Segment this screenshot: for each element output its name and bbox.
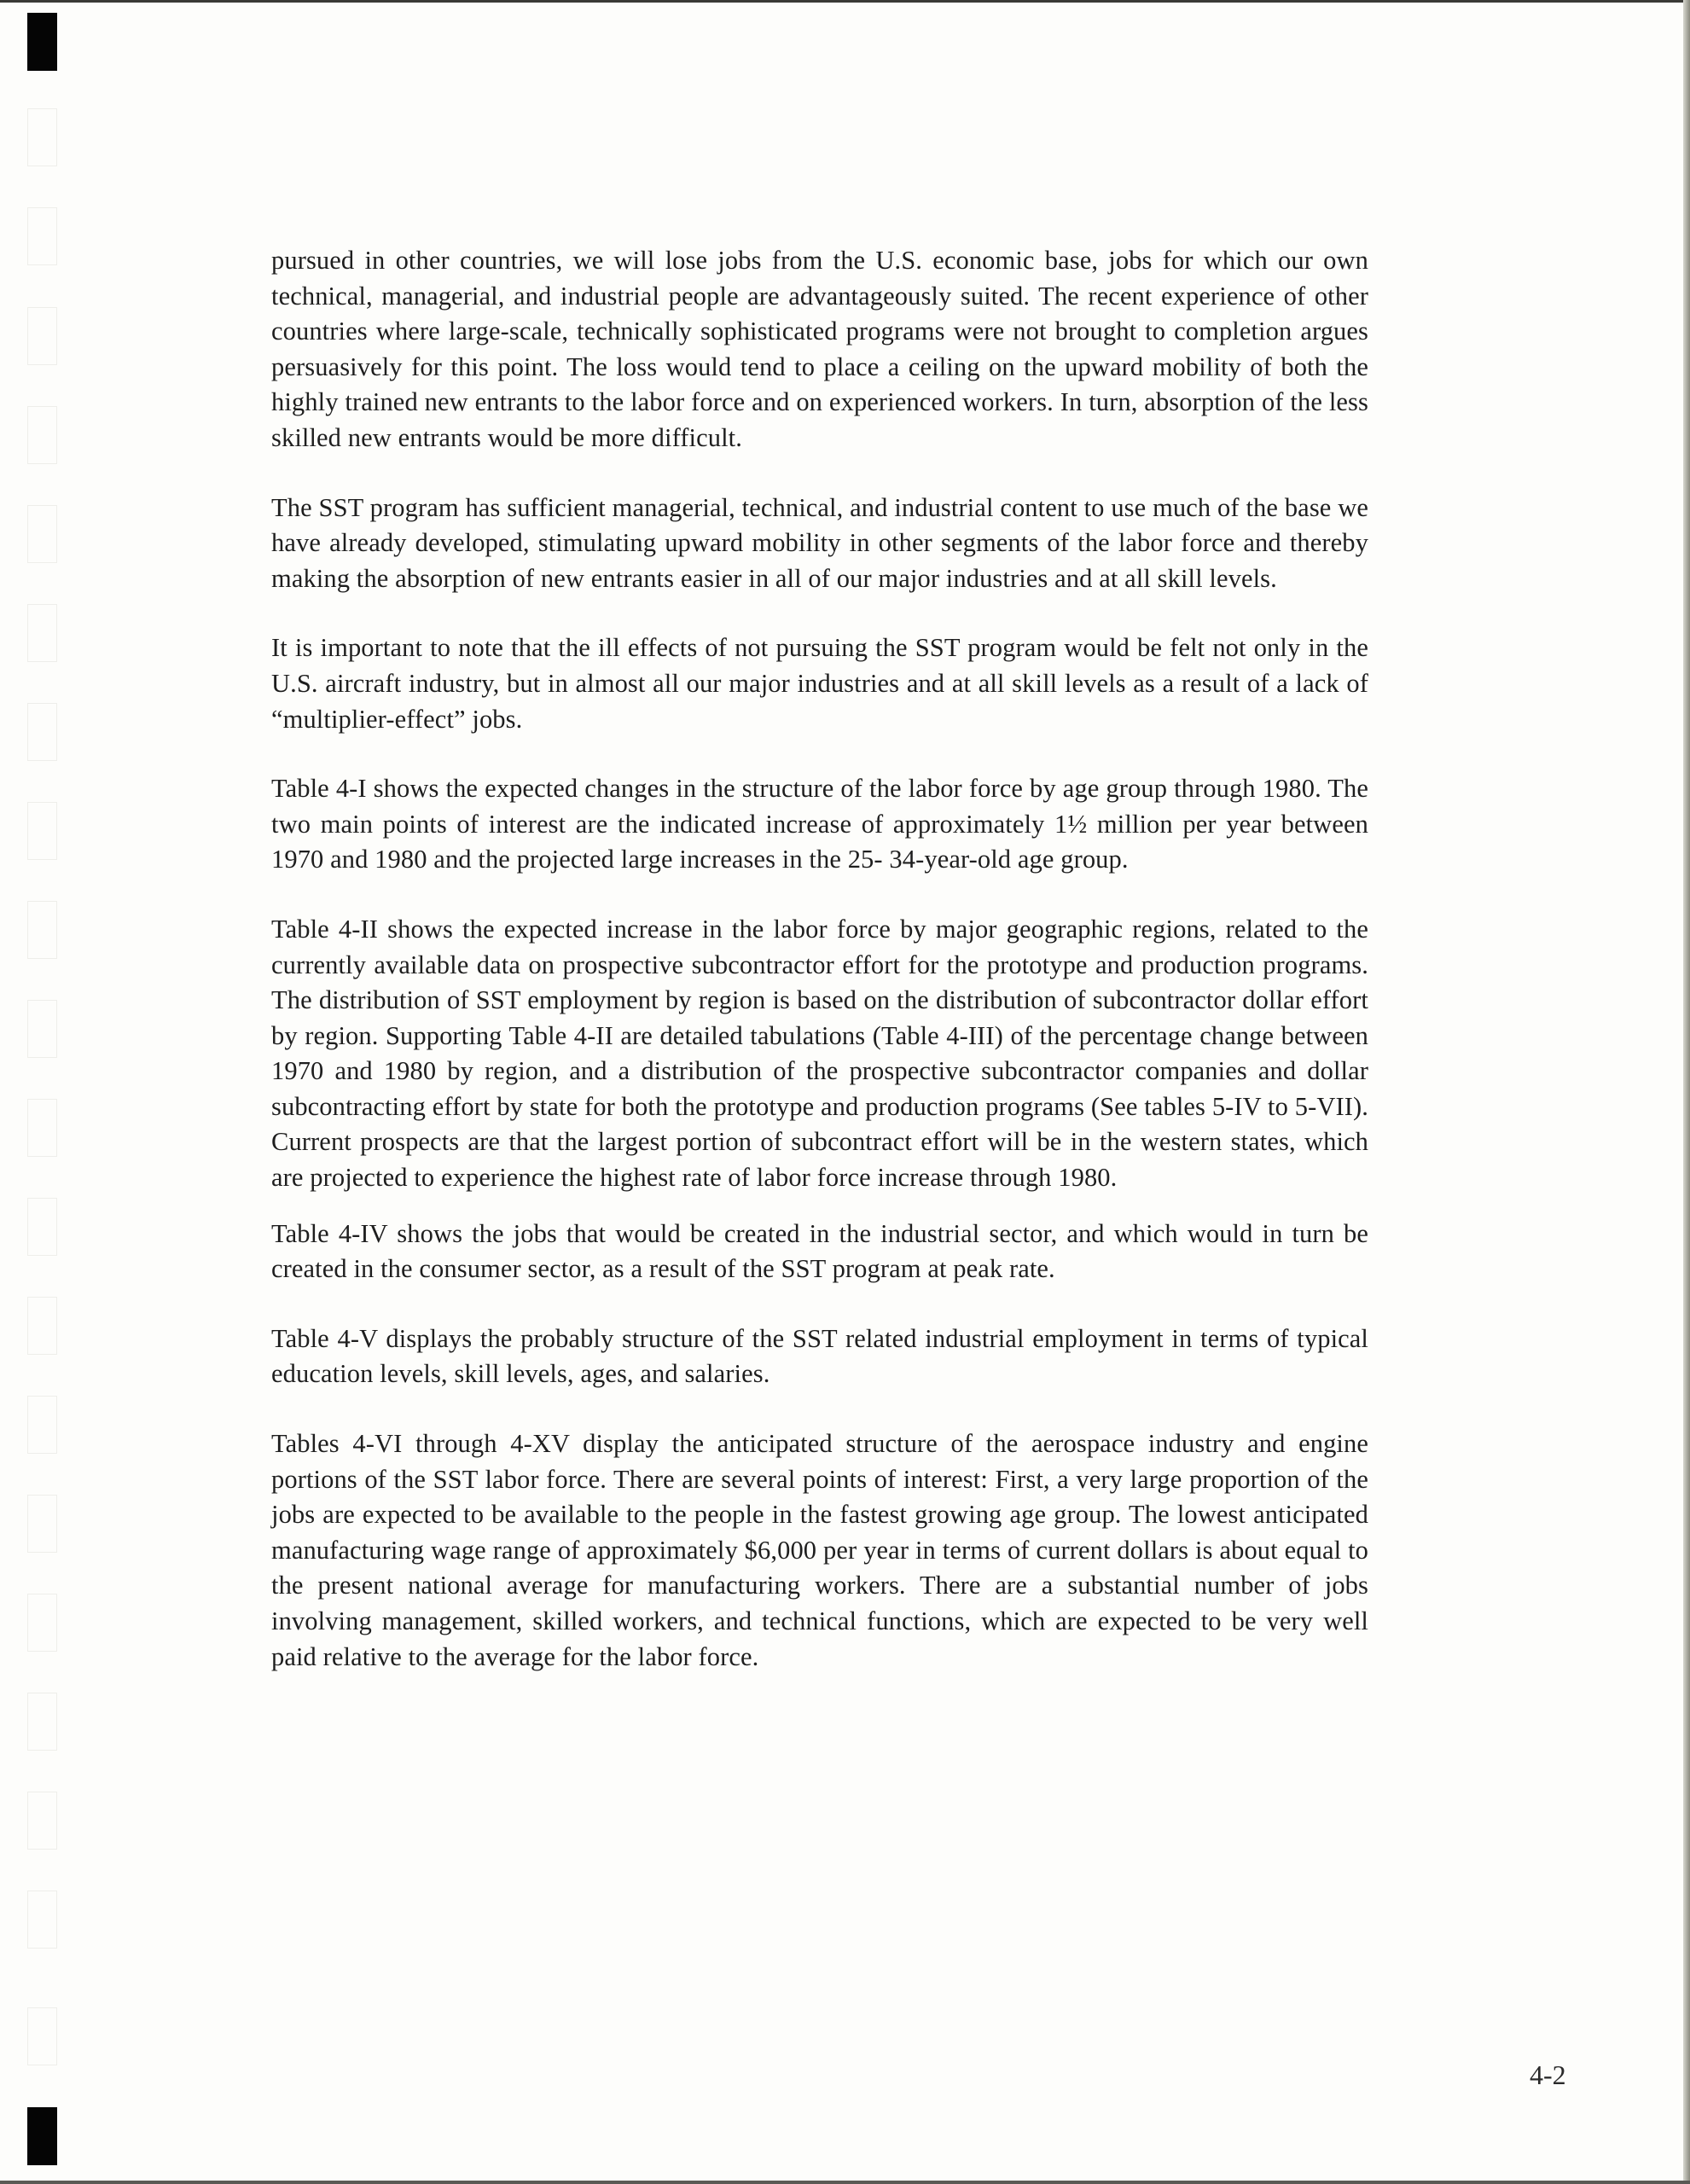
binding-mark-outline (27, 1396, 57, 1454)
paragraph-tables-4-vi-4-xv: Tables 4-VI through 4-XV display the anticipated structure of the aerospace industry and engine portions of the SST labor force. There are several points of interest: First, a very large proportion of the jobs are expected to be available to the people in the fastest growing age group. The lowest anticipated manufacturing wage range of approximately $6,000 per year in terms of current dollars is about equal to the present national average for manufacturing workers. There are a substantial number of jobs involving management, skilled workers, and technical functions, which are expected to be very well paid relative to the average for the labor force. (271, 1429, 1368, 1671)
paragraph-table-4-i: Table 4-I shows the expected changes in the structure of the labor force by age group through 1980. The two main points of interest are the indicated increase of approximately 1½ million per year between 1970 and 1980 and the projected large increases in the 25- 34-year-old age group. (271, 774, 1368, 874)
page-bottom-edge (0, 2181, 1690, 2184)
page-right-edge (1683, 0, 1690, 2184)
binding-mark-outline (27, 505, 57, 563)
binding-mark-outline (27, 1891, 57, 1949)
paragraph-table-4-v: Table 4-V displays the probably structure of the SST related industrial employment in terms of typical education levels, skill levels, ages, and salaries. (271, 1323, 1368, 1389)
binding-mark-outline (27, 703, 57, 761)
binding-mark-outline (27, 108, 57, 166)
binding-mark-outline (27, 2007, 57, 2065)
binding-mark-outline (27, 1693, 57, 1751)
paragraph-lost-jobs: pursued in other countries, we will lose jobs from the U.S. economic base, jobs for which our own technical, managerial, and industrial people are advantageously suited. The recent experience of other countries where large-scale, technically sophisticated programs were not brought to completion argues persuasively for this point. The loss would tend to place a ceiling on the upward mobility of both the highly trained new entrants to the labor force and on experienced workers. In turn, absorption of the less skilled new entrants would be more difficult. (271, 246, 1368, 452)
paragraph-ill-effects: It is important to note that the ill effects of not pursuing the SST program would be felt not only in the U.S. aircraft industry, but in almost all our major industries and at all skill levels as a result of a lack of “multiplier-effect” jobs. (271, 633, 1368, 734)
binding-mark-outline (27, 1099, 57, 1157)
page-top-edge (0, 0, 1690, 3)
binding-mark-outline (27, 802, 57, 860)
binding-mark-outline (27, 901, 57, 959)
binding-mark-outline (27, 1198, 57, 1256)
binding-mark-outline (27, 1000, 57, 1058)
binding-mark-outline (27, 406, 57, 464)
binding-marks-strip (26, 0, 60, 2184)
body-text (271, 243, 1368, 1709)
paragraph-table-4-ii: Table 4-II shows the expected increase in the labor force by major geographic regions, related to the currently available data on prospective subcontractor effort for the prototype and production programs. The distribution of SST employment by region is based on the distribution of subcontractor dollar effort by region. Supporting Table 4-II are detailed tabulations (Table 4-III) of the percentage change between 1970 and 1980 by region, and a distribution of the prospective subcontractor companies and dollar subcontracting effort by state for both the prototype and production programs (See tables 5-IV to 5-VII). Current prospects are that the largest portion of subcontract effort will be in the western states, which are projected to experience the highest rate of labor force increase through 1980. (271, 914, 1368, 1193)
binding-mark-outline (27, 207, 57, 265)
binding-mark-outline (27, 1297, 57, 1355)
binding-mark-solid (27, 2107, 57, 2165)
page-number: 4-2 (1530, 2059, 1566, 2090)
binding-mark-outline (27, 604, 57, 662)
paragraph-table-4-iv: Table 4-IV shows the jobs that would be created in the industrial sector, and which would in turn be created in the consumer sector, as a result of the SST program at peak rate. (271, 1218, 1368, 1284)
binding-mark-outline (27, 1792, 57, 1850)
binding-mark-outline (27, 307, 57, 365)
binding-mark-solid (27, 13, 57, 71)
paragraph-sst-content: The SST program has sufficient managerial, technical, and industrial content to use much of the base we have already developed, stimulating upward mobility in other segments of the labor force and thereby making the absorption of new entrants easier in all of our major industries and at all skill levels. (271, 492, 1368, 593)
binding-mark-outline (27, 1594, 57, 1652)
binding-mark-outline (27, 1495, 57, 1553)
